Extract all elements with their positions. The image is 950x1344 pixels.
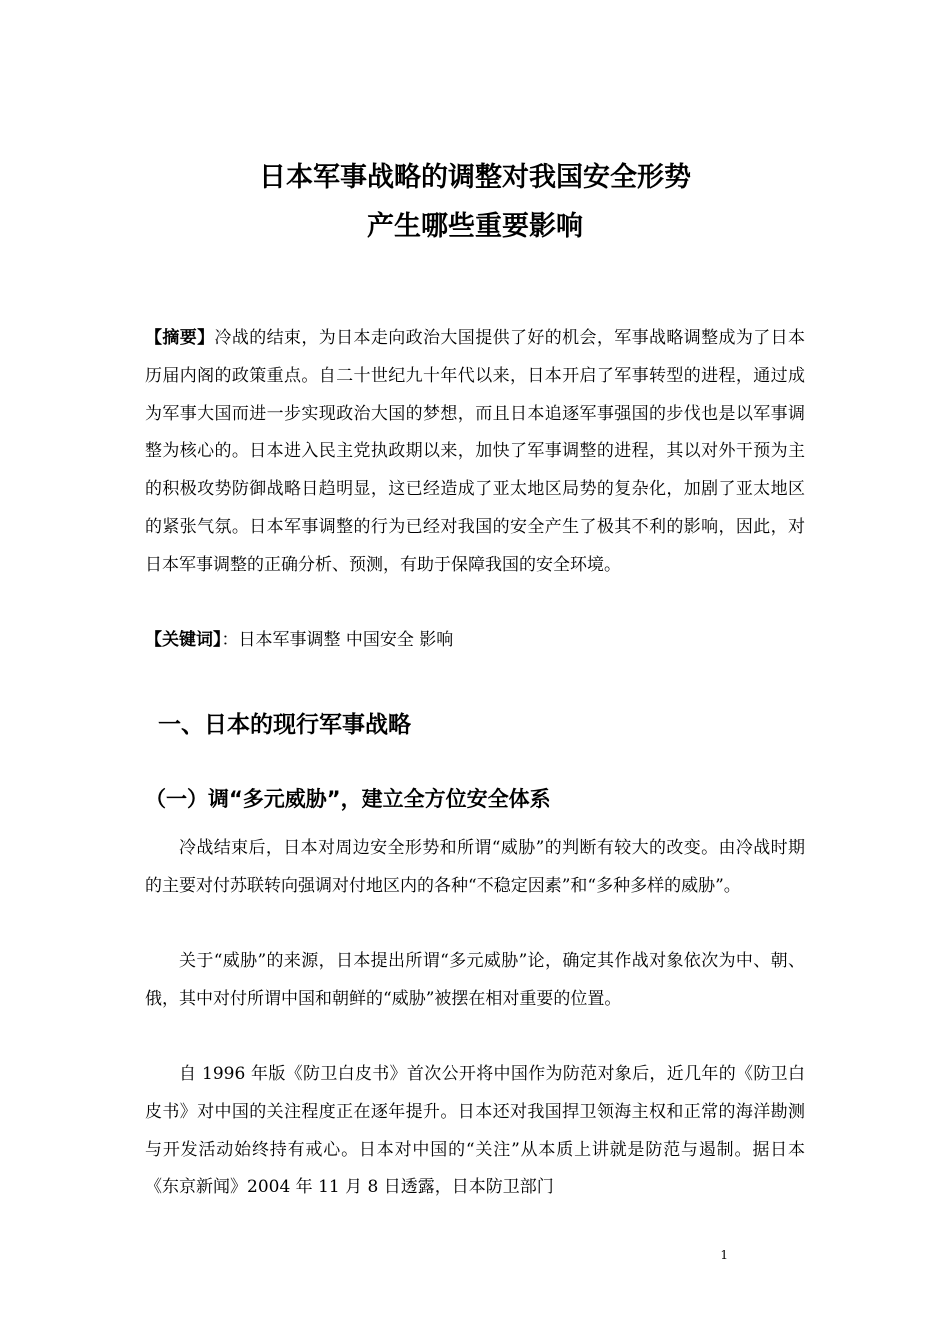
keywords-paragraph (145, 622, 805, 660)
abstract-label: 【摘要】 (145, 328, 215, 348)
body-paragraph-3: 自 1996 年版《防卫白皮书》首次公开将中国作为防范对象后，近几年的《防卫白皮书》对中国的关注程度正在逐年提升。日本还对我国捍卫领海主权和正常的海洋勘测与开发活动始终持有戒心。日本对中国的“关注”从本质上讲就是防范与遏制。据日本《东京新闻》2004 年 11 月 8 日透露，日本防卫部门 (145, 1064, 805, 1198)
section-heading: 一、日本的现行军事战略 (158, 712, 411, 738)
abstract-text: 冷战的结束，为日本走向政治大国提供了好的机会，军事战略调整成为了日本历届内阁的政策重点。自二十世纪九十年代以来，日本开启了军事转型的进程，通过成为军事大国而进一步实现政治大国的梦想，而且日本追逐军事强国的步伐也是以军事调整为核心的。日本进入民主党执政期以来，加快了军事调整的进程，其以对外干预为主的积极攻势防御战略日趋明显，这已经造成了亚太地区局势的复杂化，加剧了亚太地区的紧张气氛。日本军事调整的行为已经对我国的安全产生了极其不利的影响，因此，对日本军事调整的正确分析、预测，有助于保障我国的安全环境。 (145, 328, 806, 575)
keywords-text: ：日本军事调整 中国安全 影响 (221, 630, 454, 650)
subsection-heading: （一）调“多元威胁”，建立全方位安全体系 (145, 787, 551, 811)
document-title-line2: 产生哪些重要影响 (367, 211, 583, 242)
document-title-line1: 日本军事战略的调整对我国安全形势 (259, 162, 691, 193)
abstract-paragraph (145, 320, 805, 585)
body-paragraph-1: 冷战结束后，日本对周边安全形势和所谓“威胁”的判断有较大的改变。由冷战时期的主要对付苏联转向强调对付地区内的各种“不稳定因素”和“多种多样的威胁”。 (145, 838, 805, 896)
keywords-label: 【关键词】 (145, 630, 222, 650)
page-number: 1 (720, 1248, 728, 1262)
body-paragraph-2: 关于“威胁”的来源，日本提出所谓“多元威胁”论，确定其作战对象依次为中、朝、俄，其中对付所谓中国和朝鲜的“威胁”被摆在相对重要的位置。 (145, 951, 805, 1009)
